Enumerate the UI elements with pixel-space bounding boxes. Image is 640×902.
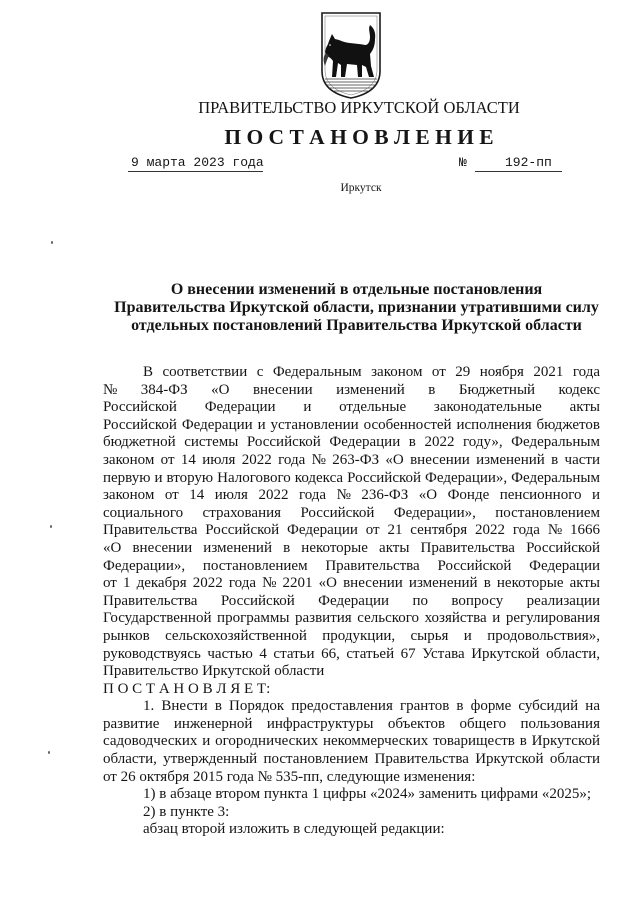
issuing-authority: ПРАВИТЕЛЬСТВО ИРКУТСКОЙ ОБЛАСТИ <box>198 98 520 117</box>
number-sign: № <box>459 155 467 170</box>
body-line: развитие инженерной инфраструктуры объектов общего пользования <box>103 715 600 732</box>
document-title <box>103 281 610 335</box>
scan-speck <box>48 751 50 754</box>
body-line: Правительство Иркутской области <box>103 663 325 680</box>
body-line: № 384-ФЗ «О внесении изменений в Бюджетный кодекс <box>103 381 600 398</box>
document-type: П О С Т А Н О В Л Е Н И Е <box>224 125 494 149</box>
irkutsk-coat-of-arms-icon <box>320 11 382 99</box>
body-line: первую и вторую Налогового кодекса Российской Федерации», Федеральным <box>103 469 600 486</box>
document-body <box>103 364 600 839</box>
body-line: от 1 декабря 2022 года № 2201 «О внесении изменений в некоторые акты <box>103 575 600 592</box>
body-line: законом от 14 июля 2022 года № 236-ФЗ «О Фонде пенсионного и <box>103 487 600 504</box>
scan-speck <box>50 525 52 528</box>
body-line: Федерации», постановлением Правительства Российской Федерации <box>103 557 600 574</box>
body-line: абзац второй изложить в следующей редакции: <box>143 821 445 838</box>
body-line: 1) в абзаце втором пункта 1 цифры «2024» заменить цифрами «2025»; <box>143 786 592 803</box>
title-line: О внесении изменений в отдельные постановления <box>170 281 543 298</box>
subitem-2-text <box>103 821 600 839</box>
body-line: Правительства Российской Федерации от 21 сентября 2022 года № 1666 <box>103 522 600 539</box>
scan-speck <box>51 241 53 244</box>
body-line: В соответствии с Федеральным законом от 29 ноября 2021 года <box>143 364 600 380</box>
body-line: законом от 14 июля 2022 года № 263-ФЗ «О внесении изменений в части <box>103 451 600 468</box>
body-line: бюджетной системы Российской Федерации в 2022 году», Федеральным <box>103 434 600 451</box>
subitem-2 <box>103 804 600 822</box>
body-line: 2) в пункте 3: <box>143 803 230 820</box>
body-line: Государственной программы развития сельского хозяйства и регулирования <box>103 610 600 627</box>
title-line: Правительства Иркутской области, признании утратившими силу <box>114 299 599 316</box>
body-line: руководствуясь частью 4 статьи 66, статьей 67 Устава Иркутской области, <box>103 645 600 662</box>
body-line: Российской Федерации и отдельные законодательные акты <box>103 399 600 416</box>
paragraph-preamble <box>103 364 600 681</box>
body-line: 1. Внести в Порядок предоставления грантов в форме субсидий на <box>143 698 600 715</box>
body-line: области, утвержденный постановлением Правительства Иркутской области <box>103 751 600 768</box>
issue-city: Иркутск <box>340 182 382 194</box>
body-line: Российской Федерации и установлении особенностей исполнения бюджетов <box>103 416 600 433</box>
document-number: 192-пп <box>475 155 562 172</box>
body-line: рынков сельскохозяйственной продукции, сырья и продовольствия», <box>103 627 600 644</box>
body-line: Правительства Российской Федерации по вопросу реализации <box>103 592 600 609</box>
operative-word <box>103 681 600 699</box>
body-line: от 26 октября 2015 года № 535-пп, следующие изменения: <box>103 768 476 785</box>
paragraph-item-1 <box>103 698 600 786</box>
body-line: «О внесении изменений в некоторые акты Правительства Российской <box>103 539 600 556</box>
body-line: садоводческих и огороднических некоммерческих товариществ в Иркутской <box>103 733 600 750</box>
document-date: 9 марта 2023 года <box>128 155 263 172</box>
body-line: П О С Т А Н О В Л Я Е Т: <box>103 680 271 697</box>
title-line: отдельных постановлений Правительства Иркутской области <box>131 317 582 334</box>
body-line: социального страхования Российской Федерации», постановлением <box>103 504 600 521</box>
subitem-1 <box>103 786 600 804</box>
